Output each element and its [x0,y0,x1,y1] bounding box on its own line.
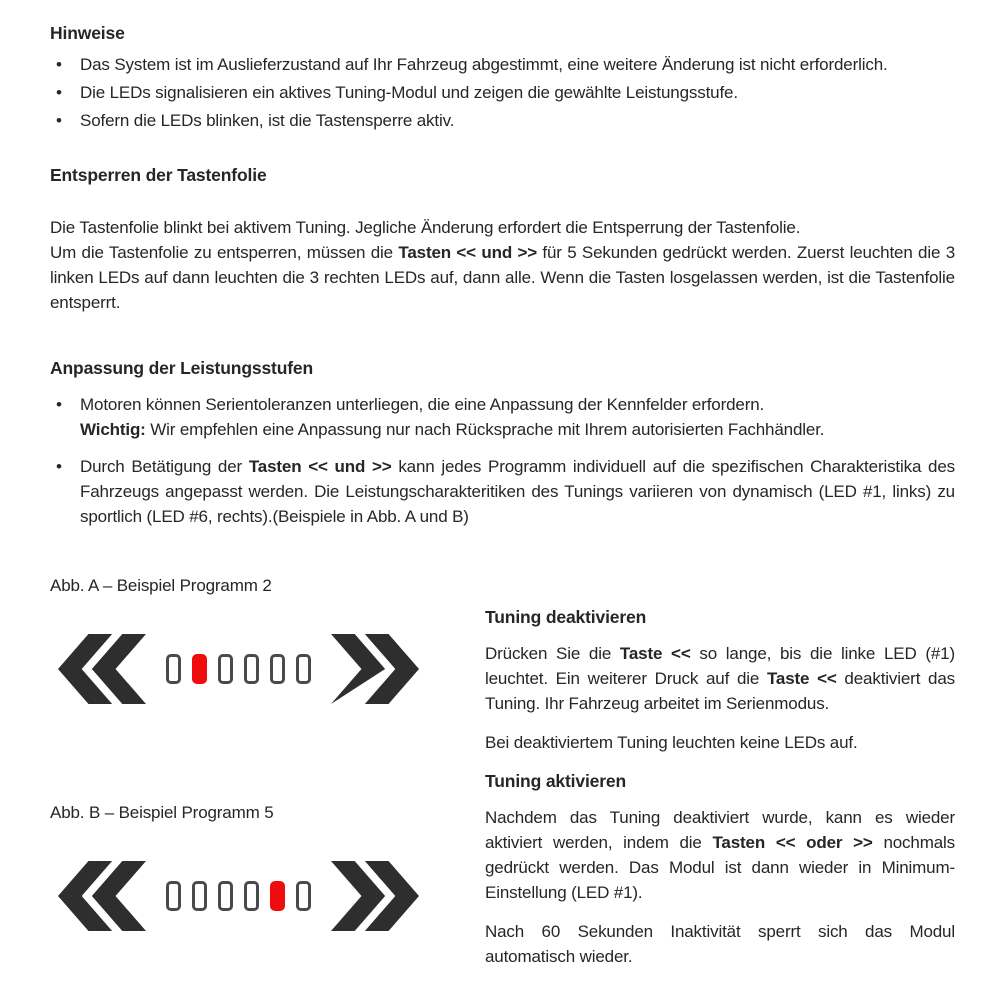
led-5-active [270,881,285,911]
anpassung-bullet1-line1: Motoren können Serientoleranzen unterliegen, die eine Anpassung der Kennfelder erfordern. [80,395,765,414]
hinweise-bullet-list [50,52,955,133]
led-6 [296,881,311,911]
led-4 [244,654,259,684]
led-1 [166,881,181,911]
bold-text-segment: Tasten << und >> [398,243,538,262]
text-segment: kann jedes Programm individuell auf die spezifischen Charakteristika des Fahrzeugs angepasst werden. Die Leistungscharakteritiken des Tunings variieren von dynamisch (LED #1, links) zu sportlich (LED #6, rechts).(Beispiele in Abb. A und B) [80,457,956,526]
led-2-active [192,654,207,684]
tuning-deaktivieren-title: Tuning deaktivieren [485,607,647,627]
bold-text-segment: Taste << [766,669,837,688]
bullet-icon: • [56,457,62,476]
figures-column [50,573,485,983]
hinweise-title: Hinweise [50,23,125,43]
double-chevron-left-icon [58,861,146,931]
figure-a-led-display [58,634,485,704]
list-item [50,80,955,105]
bullet-icon: • [56,395,62,414]
led-2 [192,881,207,911]
bullet-text [80,392,955,442]
anpassung-bullet1-line2 [80,417,955,442]
tuning-deaktivieren-paragraph [485,641,955,716]
text-segment: Nachdem das Tuning deaktiviert wurde, kann es wieder aktiviert werden, indem die [485,808,955,852]
bullet-text: Sofern die LEDs blinken, ist die Tastensperre aktiv. [80,111,455,130]
tuning-aktivieren-note: Nach 60 Sekunden Inaktivität sperrt sich das Modul automatisch wieder. [485,922,955,966]
section-entsperren [50,164,955,315]
bullet-icon: • [56,55,62,74]
bullet-text: Die LEDs signalisieren ein aktives Tuning-Modul und zeigen die gewählte Leistungsstufe. [80,83,738,102]
tuning-deaktivieren-note: Bei deaktiviertem Tuning leuchten keine LEDs auf. [485,733,858,752]
list-item [50,52,955,77]
led-3 [218,881,233,911]
entsperren-paragraph [50,215,955,315]
anpassung-title: Anpassung der Leistungsstufen [50,358,314,378]
text-segment: Um die Tastenfolie zu entsperren, müssen die [50,243,399,262]
text-segment: Durch Betätigung der [80,457,249,476]
bullet-icon: • [56,111,62,130]
led-6 [296,654,311,684]
figure-b-label: Abb. B – Beispiel Programm 5 [50,803,274,822]
figure-a-label: Abb. A – Beispiel Programm 2 [50,576,272,595]
text-segment: Wir empfehlen eine Anpassung nur nach Rücksprache mit Ihrem autorisierten Fachhändler. [145,420,825,439]
bold-text-segment: Tasten << und >> [248,457,392,476]
figure-b-led-display [58,861,485,931]
led-1 [166,654,181,684]
entsperren-intro-line: Die Tastenfolie blinkt bei aktivem Tuning. Jegliche Änderung erfordert die Entsperrung der Tastenfolie. [50,218,801,237]
double-chevron-right-icon [331,634,419,704]
anpassung-bullet-list [50,392,955,529]
double-chevron-left-icon [58,634,146,704]
tuning-aktivieren-title: Tuning aktivieren [485,771,627,791]
instructions-column [485,573,955,983]
bullet-text: Das System ist im Auslieferzustand auf Ihr Fahrzeug abgestimmt, eine weitere Änderung ist nicht erforderlich. [80,55,888,74]
led-panel-b [166,881,311,911]
tuning-aktivieren-paragraph [485,805,955,905]
figures-and-instructions [50,573,955,983]
bold-text-segment: Taste << [619,644,691,663]
led-5 [270,654,285,684]
section-hinweise [50,22,955,133]
text-segment: für 5 Sekunden gedrückt werden. Zuerst leuchten die 3 linken LEDs auf dann leuchten die 3 rechten LEDs auf, dann alle. Wenn die Tasten losgelassen werden, ist die Tastenfolie entsperrt. [50,243,955,312]
led-panel-a [166,654,311,684]
bullet-icon: • [56,83,62,102]
bold-text-segment: Tasten << oder >> [712,833,873,852]
list-item [50,108,955,133]
section-anpassung [50,357,955,529]
bold-text-segment: Wichtig: [80,420,146,439]
text-segment: nochmals gedrückt werden. Das Modul ist dann wieder in Minimum-Einstellung (LED #1). [485,833,955,902]
anpassung-bullet2-text [80,454,955,529]
list-item [50,454,955,529]
text-segment: deaktiviert das Tuning. Ihr Fahrzeug arbeitet im Serienmodus. [485,669,955,713]
text-segment: Drücken Sie die [485,644,620,663]
text-segment: so lange, bis die linke LED (#1) leuchtet. Ein weiterer Druck auf die [485,644,955,688]
double-chevron-right-icon [331,861,419,931]
led-3 [218,654,233,684]
list-item [50,392,955,442]
led-4 [244,881,259,911]
entsperren-body-text [50,240,955,315]
entsperren-title: Entsperren der Tastenfolie [50,165,267,185]
